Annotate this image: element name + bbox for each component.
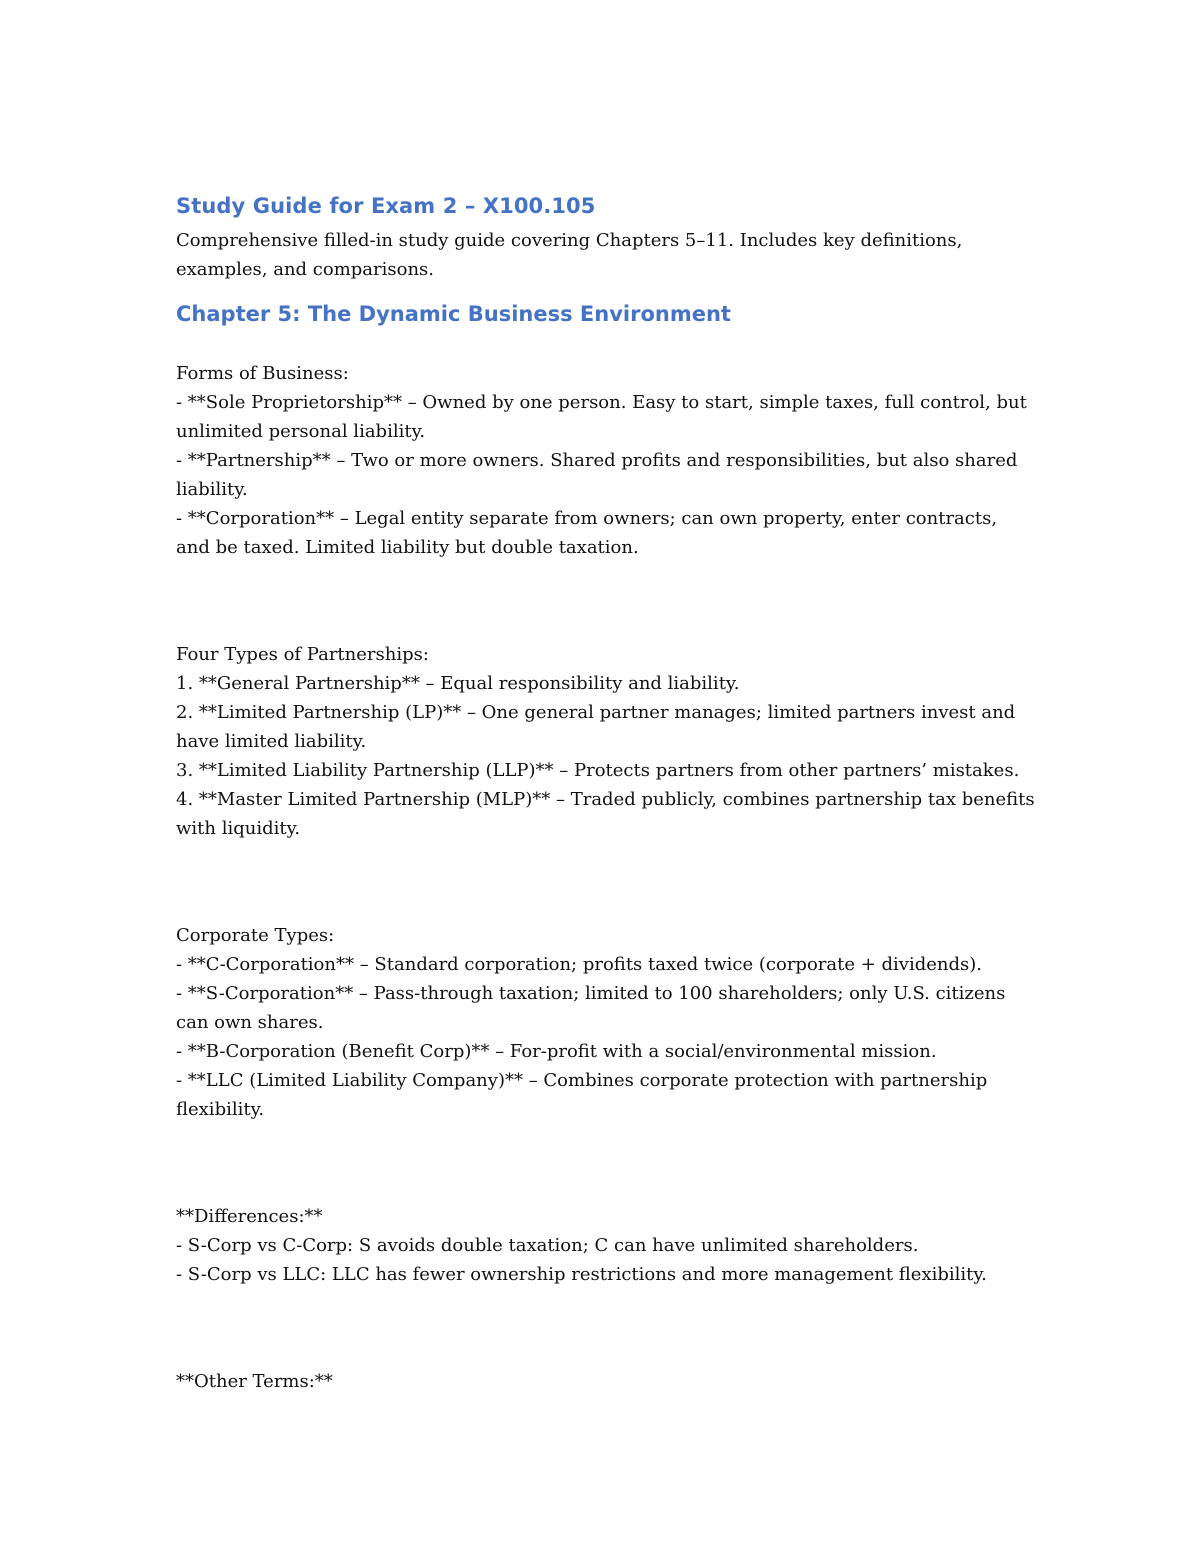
list-item: - **C-Corporation** – Standard corporation; profits taxed twice (corporate + dividends). <box>176 954 983 975</box>
list-item: - S-Corp vs LLC: LLC has fewer ownership restrictions and more management flexibility. <box>176 1264 987 1285</box>
list-item: - **S-Corporation** – Pass-through taxation; limited to 100 shareholders; only U.S. citizens can own shares. <box>176 983 1006 1033</box>
list-item: - **LLC (Limited Liability Company)** – Combines corporate protection with partnership flexibility. <box>176 1070 988 1120</box>
other-terms-section <box>176 1367 1036 1396</box>
list-item: - **B-Corporation (Benefit Corp)** – For-profit with a social/environmental mission. <box>176 1041 937 1062</box>
section-heading: Four Types of Partnerships: <box>176 644 429 665</box>
corporate-types-section <box>176 921 1036 1124</box>
list-item: - **Partnership** – Two or more owners. Shared profits and responsibilities, but also shared liability. <box>176 450 1018 500</box>
section-heading: **Differences:** <box>176 1206 323 1227</box>
forms-of-business-section <box>176 359 1036 562</box>
list-item: - **Corporation** – Legal entity separate from owners; can own property, enter contracts, and be taxed. Limited liability but double taxation. <box>176 508 998 558</box>
section-heading: **Other Terms:** <box>176 1371 333 1392</box>
chapter-heading: Chapter 5: The Dynamic Business Environment <box>176 302 731 326</box>
list-item: - **Sole Proprietorship** – Owned by one person. Easy to start, simple taxes, full control, but unlimited personal liability. <box>176 392 1027 442</box>
document-subtitle: Comprehensive filled-in study guide covering Chapters 5–11. Includes key definitions, examples, and comparisons. <box>176 230 963 280</box>
list-item: 2. **Limited Partnership (LP)** – One general partner manages; limited partners invest and have limited liability. <box>176 702 1016 752</box>
list-item: 4. **Master Limited Partnership (MLP)** – Traded publicly, combines partnership tax benefits with liquidity. <box>176 789 1035 839</box>
document-content <box>176 192 1036 1396</box>
list-item: 1. **General Partnership** – Equal responsibility and liability. <box>176 673 740 694</box>
list-item: 3. **Limited Liability Partnership (LLP)** – Protects partners from other partners’ mistakes. <box>176 760 1020 781</box>
differences-section <box>176 1202 1036 1289</box>
partnership-types-section <box>176 640 1036 843</box>
section-heading: Corporate Types: <box>176 925 335 946</box>
document-title: Study Guide for Exam 2 – X100.105 <box>176 194 596 218</box>
list-item: - S-Corp vs C-Corp: S avoids double taxation; C can have unlimited shareholders. <box>176 1235 919 1256</box>
section-heading: Forms of Business: <box>176 363 349 384</box>
